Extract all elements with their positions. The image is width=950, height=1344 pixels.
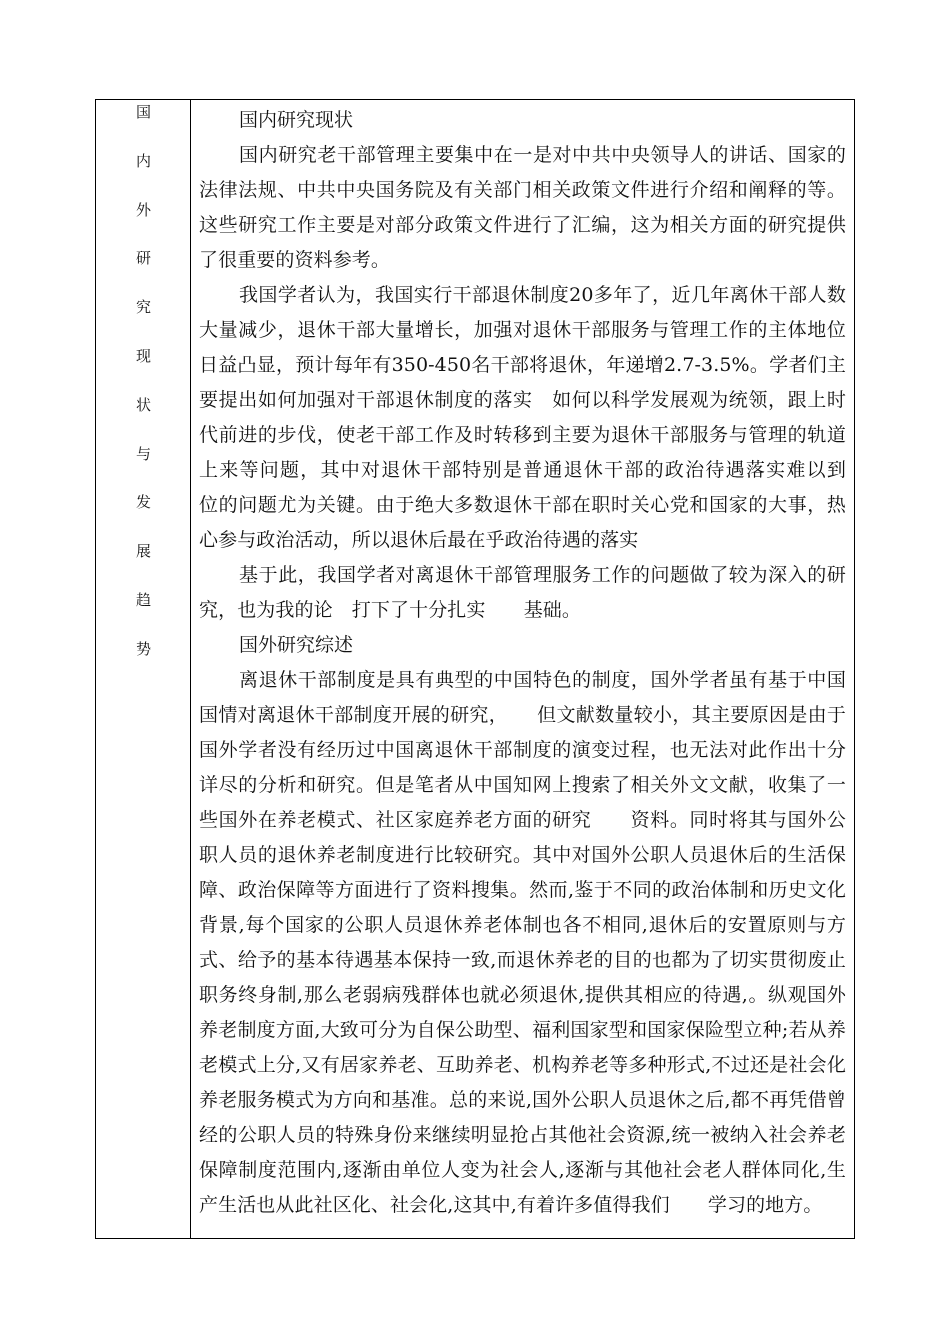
domestic-paragraph-2: 我国学者认为，我国实行干部退休制度20多年了，近几年离休干部人数大量减少，退休干部大量增长，加强对退休干部服务与管理工作的主体地位日益凸显，预计每年有350-450名干部将退休，年递增2.7-3.5%。学者们主要提出如何加强对干部退休制度的落实 如何以科学发展观为统领，跟上时代前进的步伐，使老干部工作及时转移到主要为退休干部服务与管理的轨道上来等问题，其中对退休干部特别是普通退休干部的政治待遇落实难以到 位的问题尤为关键。由于绝大多数退休干部在职时关心党和国家的大事，热心参与政治活动，所以退休后最在乎政治待遇的落实 [199,284,885,551]
side-label-char: 内 [135,151,151,170]
domestic-research-heading: 国内研究现状 [239,109,354,131]
content-column [191,100,885,1238]
foreign-paragraph-1: 离退休干部制度是具有典型的中国特色的制度，国外学者虽有基于中国国情对离退休干部制度开展的研究， 但文献数量较小，其主要原因是由于国外学者没有经历过中国离退休干部制度的演变过程，也无法对此作出十分详尽的分析和研究。但是笔者从中国知网上搜索了相关外文文献，收集了一些国外在养老模式、社区家庭养老方面的研究 资料。同时将其与国外公职人员的退休养老制度进行比较研究。其中对国外公职人员退休后的生活保障、政治保障等方面进行了资料搜集。然而,鉴于不同的政治体制和历史文化背景,每个国家的公职人员退休养老体制也各不相同,退休后的安置原则与方式、给予的基本待遇基本保持一致,而退休养老的目的也都为了切实贯彻废止职务终身制,那么老弱病残群体也就必须退休,提供其相应的待遇,。纵观国外养老制度方面,大致可分为自保公助型、福利国家型和国家保险型立种;若从养老模式上分,又有居家养老、互助养老、机构养老等多种形式,不过还是社会化养老服务模式为方向和基准。总的来说,国外公职人员退休之后,都不再凭借曾经的公职人员的特殊身份来继续明显抢占其他社会资源,统一被纳入社会养老保障制度范围内,逐渐由单位人变为社会人,逐渐与其他社会老人群体同化,生产生活也从此社区化、社会化,这其中,有着许多值得我们 学习的地方。 [199,669,846,1216]
research-status-table [95,99,885,1239]
side-label-char: 发 [135,493,151,512]
side-label-char: 现 [135,346,151,365]
foreign-research-heading: 国外研究综述 [239,634,354,656]
side-label-column [96,100,191,1238]
side-label-char: 趋 [135,590,151,609]
side-label-char: 展 [135,542,151,561]
domestic-paragraph-3: 基于此，我国学者对离退休干部管理服务工作的问题做了较为深入的研究，也为我的论 打下了十分扎实 基础。 [199,564,846,621]
side-label-char: 外 [135,200,151,219]
side-label-char: 势 [135,639,151,658]
side-label-char: 研 [135,249,151,268]
side-label-char: 状 [135,395,151,414]
side-label-char: 究 [135,298,151,317]
side-label-char: 国 [135,103,151,121]
side-label-char: 与 [135,444,151,463]
domestic-paragraph-1: 国内研究老干部管理主要集中在一是对中共中央领导人的讲话、国家的法律法规、中共中央国务院及有关部门相关政策文件进行介绍和阐释的等。这些研究工作主要是对部分政策文件进行了汇编，这为相关方面的研究提供了很重要的资料参考。 [199,144,846,271]
